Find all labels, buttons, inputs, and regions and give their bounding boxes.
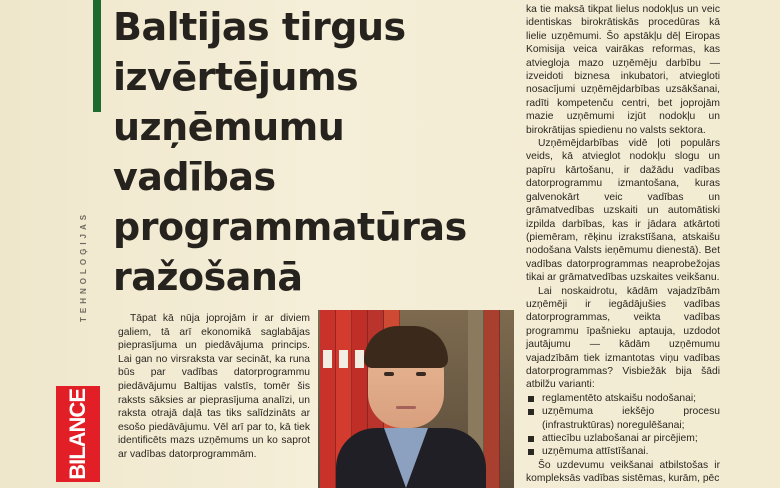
person-eye [416,372,426,376]
brand-logo-text: BILANCE [65,388,90,480]
title-line: izvērtējums [113,55,359,99]
list-item [526,432,720,445]
list-item-text: attiecību uzlabošanai ar pircējiem; [542,433,698,444]
answer-list [526,392,720,459]
brand-logo [56,386,100,482]
person-mouth [396,406,416,409]
list-item-text: uzņēmuma iekšējo procesu (infrastruktūras) noregulēšanai; [542,406,720,431]
article-title [113,2,513,302]
title-line: ražošanā [113,255,303,299]
article-body-column [526,3,720,486]
section-label: TEHNOLOĢIJAS [79,210,88,322]
title-line: programmatūras [113,205,467,249]
body-paragraph: Uzņēmējdarbības vidē ļoti populārs veids, kā atvieglot nodokļu slogu un papīru kārtošanu, ir dažādu vadības datorprogrammu izmantošana, kuras galvenokārt veic vadības un grāmatvedības uzskaiti un automātiski izpilda darbības, kas ir jādara atkārtoti (piemēram, rēķinu izrakstīšana, atskaišu nodošana Valsts ieņēmumu dienestā). Bet vadības datorprogrammas neaprobežojas tikai ar grāmatvedības uzskaites veikšanu. [526,138,720,284]
binder [320,310,336,488]
body-paragraph: Lai noskaidrotu, kādām vajadzībām uzņēmēji ir iegādājušies vadības datorprogrammas, veikta vadības programmu īpašnieku aptauja, uzdodot jautājumu — kādām uzņēmumu vajadzībām tiek izmantotas viņu vadības datorprogrammas? Visbiežāk bija šādi atbilžu varianti: [526,285,720,391]
article-lead: Tāpat kā nūja joprojām ir ar diviem galiem, tā arī ekonomikā saglabājas pieprasījuma un piedāvājuma princips. Lai gan no virsraksta var secināt, ka runa būs par vadības datorprogrammu piedāvājumu Baltijas valstīs, tomēr šis raksts sāksies ar pieprasījuma analīzi, un raksta otrajā daļā tas tiks salīdzināts ar esošo piedāvājumu. Vēl arī par to, kā tiek identificēts mazs uzņēmums un ko saprot ar vadības datorprogrammām. [118,313,310,460]
title-line: vadības [113,155,276,199]
binder [484,310,500,488]
section-accent-bar [93,0,101,112]
title-line: uzņēmumu [113,105,345,149]
body-paragraph: Šo uzdevumu veikšanai atbilstošas ir kompleksās vadības sistēmas, kurām, pēc [526,459,720,485]
author-photo [318,310,514,488]
bullet-icon [528,436,534,442]
list-item [526,445,720,458]
bullet-icon [528,409,534,415]
body-paragraph: ka tie maksā tikpat lielus nodokļus un veic identiskas birokrātiskās procedūras kā lielie uzņēmumi. Šo apstākļu dēļ Eiropas Komisija veica vairākas reformas, kas atviegloja mazo uzņēmēju darbību — izveidoti biznesa inkubatori, atviegloti nosacījumi uzņēmējdarbības uzsākšanai, radīti kompetenču centri, bet joprojām mazie uzņēmumi izjūt nodokļu un birokrātijas spiedienu no valsts sektora. [526,4,720,136]
bullet-icon [528,396,534,402]
person-eye [384,372,394,376]
list-item [526,405,720,432]
list-item-text: reglamentēto atskaišu nodošanai; [542,392,696,404]
list-item [526,392,720,405]
list-item-text: uzņēmuma attīstīšanai. [542,446,649,458]
title-line: Baltijas tirgus [113,5,406,49]
bullet-icon [528,449,534,455]
